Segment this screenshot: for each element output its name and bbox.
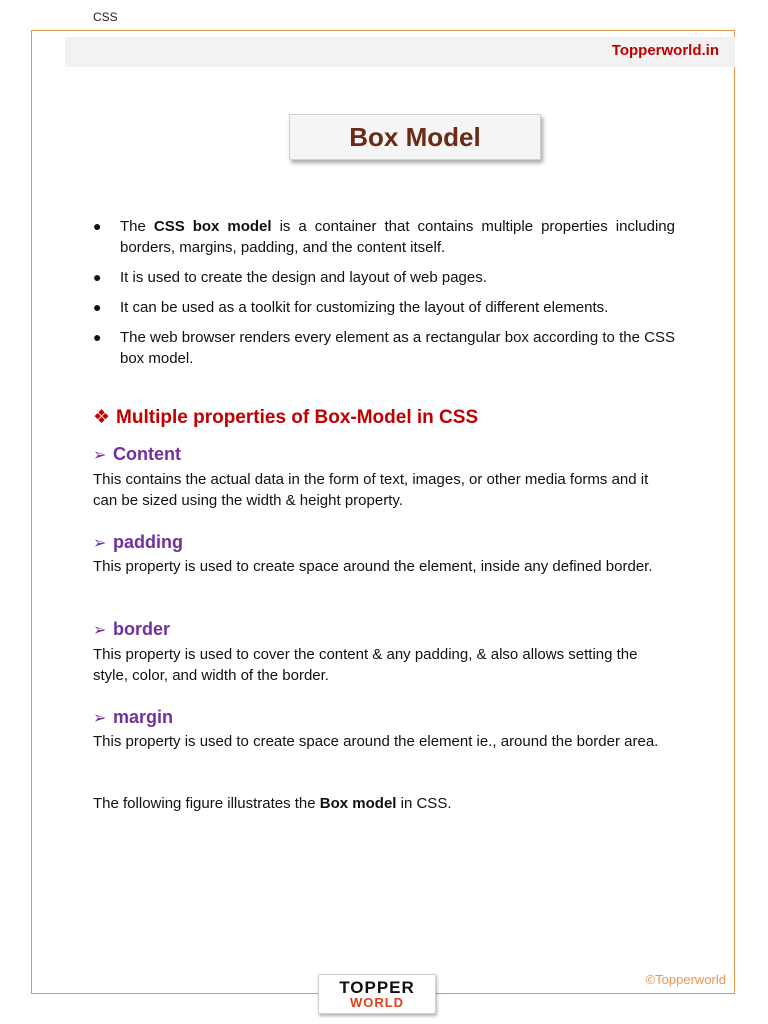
title-box — [289, 114, 541, 160]
arrow-bullet-icon: ➢ — [93, 710, 107, 727]
property-name: border — [113, 619, 171, 639]
property-name: margin — [113, 707, 174, 727]
intro-bullet-list — [93, 216, 675, 378]
bullet-text: is a container that contains multiple properties including borders, margins, padding, and the content itself. — [120, 218, 675, 256]
brand-link[interactable]: Topperworld.in — [611, 42, 719, 59]
list-item — [93, 267, 675, 288]
section-heading — [93, 406, 478, 429]
figure-note-bold: Box model — [319, 795, 397, 812]
property-heading-border — [93, 619, 170, 640]
bullet-text: It is used to create the design and layout of web pages. — [120, 269, 487, 286]
property-description: This property is used to create space around the element ie., around the border area. — [93, 733, 659, 750]
property-name: Content — [113, 444, 181, 464]
list-item — [93, 327, 675, 369]
figure-note — [93, 793, 452, 814]
logo-top-text: TOPPER — [339, 977, 415, 997]
bullet-dot-icon: ● — [93, 269, 102, 285]
section-heading-text: Multiple properties of Box-Model in CSS — [116, 407, 479, 428]
arrow-bullet-icon: ➢ — [93, 447, 107, 464]
arrow-bullet-icon: ➢ — [93, 622, 107, 639]
property-description: This property is used to cover the content & any padding, & also allows setting the style, color, and width of the border. — [93, 646, 638, 684]
bullet-text: It can be used as a toolkit for customizing the layout of different elements. — [120, 299, 609, 316]
property-heading-content — [93, 444, 181, 465]
property-name: padding — [113, 532, 183, 552]
bullet-dot-icon: ● — [93, 299, 102, 315]
topperworld-logo — [318, 974, 436, 1014]
header-band — [65, 37, 735, 67]
list-item — [93, 297, 675, 318]
page-frame — [31, 30, 735, 997]
bullet-text: The — [120, 218, 154, 235]
property-description: This contains the actual data in the form of text, images, or other media forms and it can be sized using the width & height property. — [93, 471, 649, 509]
property-heading-padding — [93, 532, 183, 553]
running-head: CSS — [93, 10, 118, 24]
diamond-bullet-icon: ❖ — [93, 407, 111, 428]
page-title: Box Model — [349, 121, 481, 152]
figure-note-text: in CSS. — [396, 795, 452, 812]
list-item — [93, 216, 675, 258]
bullet-text: The web browser renders every element as a rectangular box according to the CSS box model. — [120, 329, 675, 367]
copyright-text: ©Topperworld — [645, 972, 726, 987]
figure-note-text: The following figure illustrates the — [93, 795, 320, 812]
logo-bottom-text: WORLD — [349, 994, 405, 1010]
bullet-dot-icon: ● — [93, 218, 102, 234]
bullet-dot-icon: ● — [93, 329, 102, 345]
arrow-bullet-icon: ➢ — [93, 535, 107, 552]
property-heading-margin — [93, 707, 173, 728]
bullet-bold-term: CSS box model — [153, 218, 272, 235]
property-description: This property is used to create space around the element, inside any defined border. — [93, 558, 653, 575]
